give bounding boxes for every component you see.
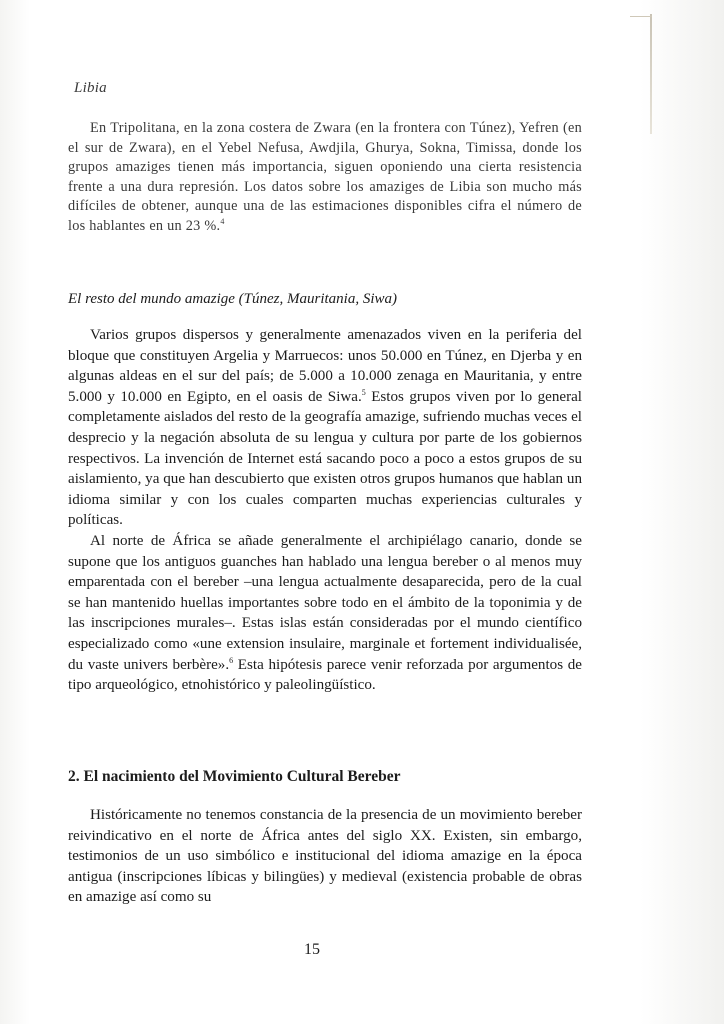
paragraph-resto-2 [68,531,582,696]
section-heading-resto: El resto del mundo amazige (Túnez, Mauritania, Siwa) [68,291,398,307]
page-number: 15 [304,941,320,958]
section-heading-libia: Libia [74,80,107,96]
footnote-ref-4: 4 [220,216,225,226]
section-resto-mundo-amazige [68,291,582,696]
paragraph-resto-1-cont: Estos grupos viven por lo general completamente aislados del resto de la geografía amazige, sufriendo muchas veces el desprecio y la negación absoluta de su lengua y cultura por parte de los gobiernos respectivos. La invención de Internet está sacando poco a poco a estos grupos de su aislamiento, ya que han descubierto que existen otros grupos humanos que hablan un idioma similar y con los cuales comparten muchas experiencias culturales y políticas. [68,388,582,529]
page-edge-mark [650,14,652,134]
section-2-nacimiento [68,768,582,908]
paragraph-resto-1 [68,325,582,531]
paragraph-resto-2-cont: Esta hipótesis parece venir reforzada por argumentos de tipo arqueológico, etnohistórico y paleolingüístico. [68,656,582,694]
section-heading-2: 2. El nacimiento del Movimiento Cultural Bereber [68,768,401,785]
section-libia [68,80,582,236]
footnote-ref-5: 5 [361,387,366,397]
paragraph-libia [68,119,582,236]
paragraph-libia-text: En Tripolitana, en la zona costera de Zwara (en la frontera con Túnez), Yefren (en el sur de Zwara), en el Yebel Nefusa, Awdjila, Ghurya, Sokna, Timissa, donde los grupos amaziges tienen más importancia, siguen oponiendo una cierta resistencia frente a una dura represión. Los datos sobre los amaziges de Libia son mucho más difíciles de obtener, aunque una de las estimaciones disponibles cifra el número de los hablantes en un 23 %. [68,120,582,234]
paragraph-section-2: Históricamente no tenemos constancia de la presencia de un movimiento bereber reivindicativo en el norte de África antes del siglo XX. Existen, sin embargo, testimonios de un uso simbólico e institucional del idioma amazige en la época antigua (inscripciones líbicas y bilingües) y medieval (existencia probable de obras en amazige así como su [68,807,582,906]
footnote-ref-6: 6 [229,655,234,665]
paragraph-resto-2-text: Al norte de África se añade generalmente el archipiélago canario, donde se supone que los antiguos guanches han hablado una lengua bereber o al menos muy emparentada con el bereber –una lengua actualmente desaparecida, pero de la cual se han mantenido huellas importantes sobre todo en el ámbito de la toponimia y de las inscripciones murales–. Estas islas están consideradas por el mundo científico especializado como «une extension insulaire, marginale et fortement individualisée, du vaste univers berbère». [68,532,582,673]
page-edge-tick [630,16,652,17]
paragraph-resto-1-text: Varios grupos dispersos y generalmente amenazados viven en la periferia del bloque que constituyen Argelia y Marruecos: unos 50.000 en Túnez, en Djerba y en algunas aldeas en el sur del país; de 5.000 a 10.000 zenaga en Mauritania, y entre 5.000 y 10.000 en Egipto, en el oasis de Siwa. [68,327,582,405]
